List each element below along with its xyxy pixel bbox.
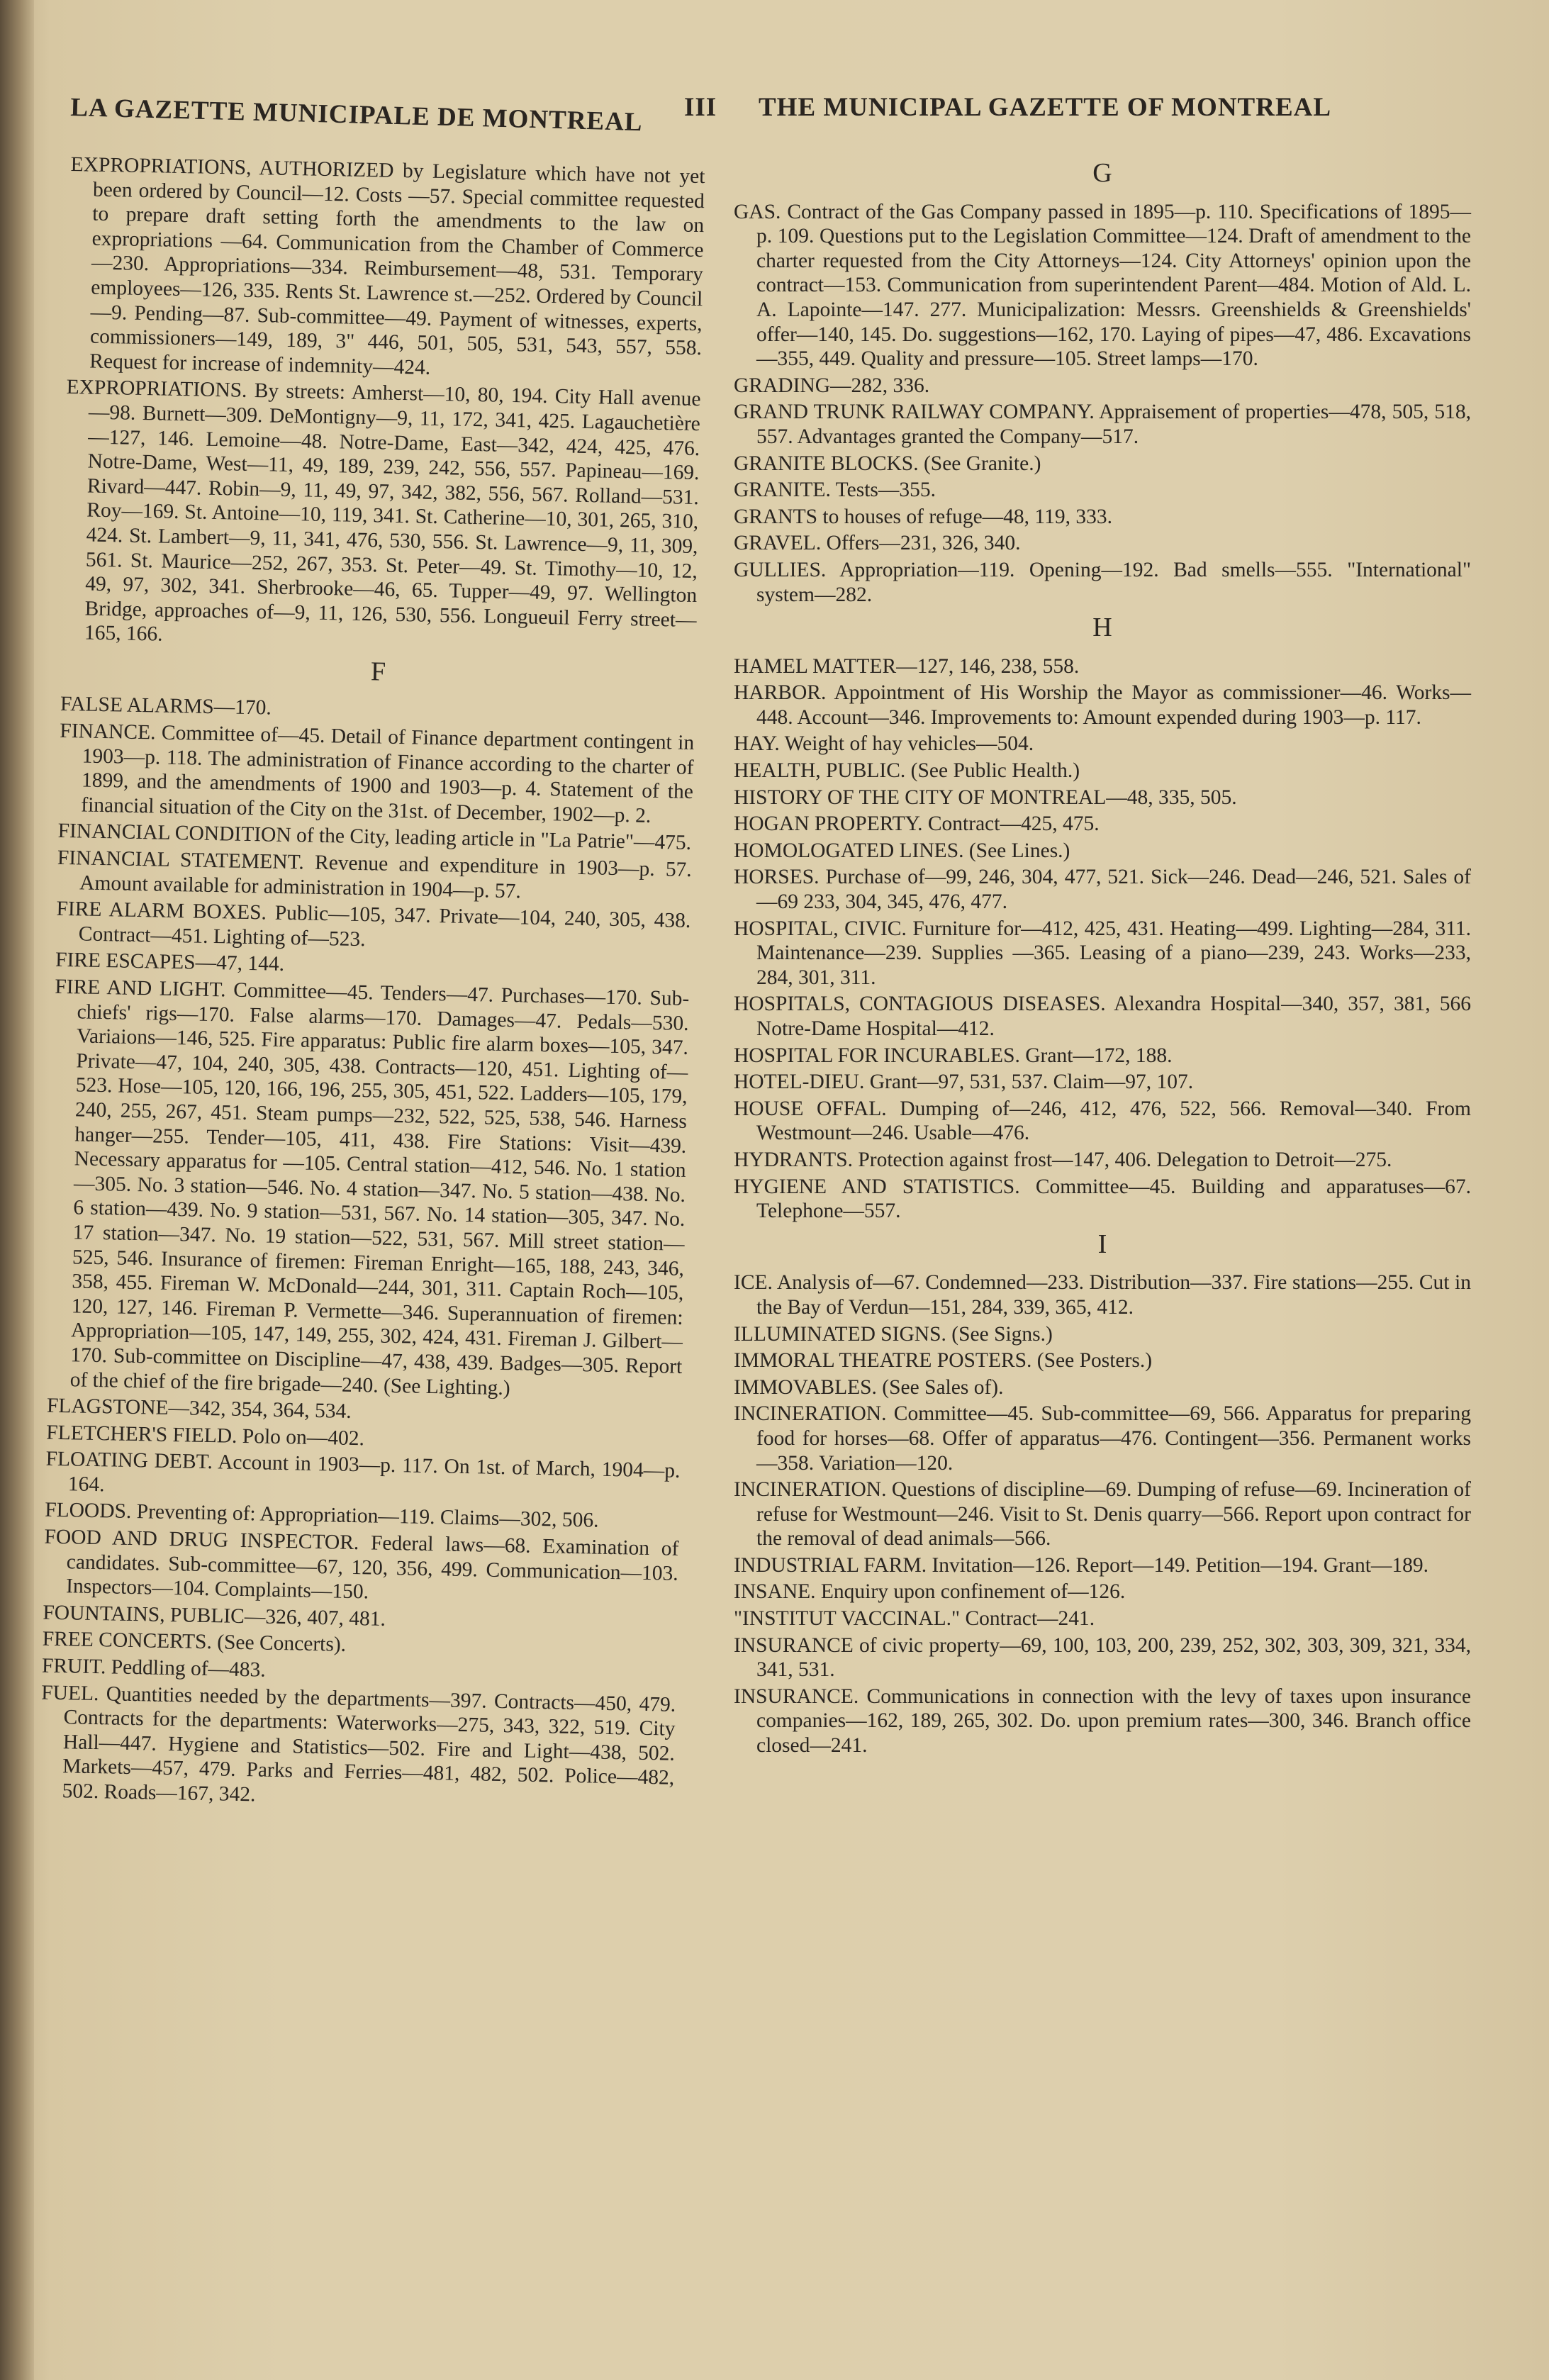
index-entry: HISTORY OF THE CITY OF MONTREAL—48, 335, 505. — [734, 786, 1237, 809]
section-letter-f: F — [370, 657, 386, 687]
index-entry: GRANITE. Tests—355. — [734, 479, 936, 502]
index-entry: IMMOVABLES. (See Sales of). — [734, 1375, 1004, 1399]
index-entry: FLAGSTONE—342, 354, 364, 534. — [46, 1394, 352, 1424]
index-entry: INSANE. Enquiry upon confinement of—126. — [734, 1580, 1126, 1604]
index-entry: HAY. Weight of hay vehicles—504. — [734, 732, 1034, 756]
left-column — [39, 152, 705, 1817]
index-entry: FIRE ESCAPES—47, 144. — [55, 949, 285, 976]
index-entry: EXPROPRIATIONS, AUTHORIZED by Legislature which have not yet been ordered by Council—12. Costs —57. Special committee requested to prepare draft setting forth the amendments to the law on expropriations —64. Communication from the Chamber of Commerce —230. Appropriations—334. Reimbursement—48, 531. Temporary employees—126, 335. Rents St. Lawrence st.—252. Ordered by Council—9. Pending—87. Sub-committee—49. Payment of witnesses, experts, commissioners—149, 189, 3" 446, 501, 505, 531, 543, 557, 558. Request for increase of indemnity—424. — [70, 152, 705, 379]
index-entry: FIRE AND LIGHT. Committee—45. Tenders—47. Purchases—170. Sub-chiefs' rigs—170. False alarms—170. Damages—47. Pedals—530. Variaions—146, 525. Fire apparatus: Public fire alarm boxes—105, 347. Private—47, 104, 240, 305, 438. Contracts—120, 451. Lighting of—523. Hose—105, 120, 166, 196, 255, 305, 451, 522. Ladders—105, 179, 240, 255, 267, 451. Steam pumps—232, 522, 525, 538, 546. Harness hanger—255. Tender—105, 411, 438. Fire Stations: Visit—439. Necessary apparatus for —105. Central station—412, 546. No. 1 station—305. No. 3 station—546. No. 4 station—347. No. 5 station—438. No. 6 station—439. No. 9 station—531, 567. No. 14 station—305, 347. No. 17 station—347. No. 19 station—522, 531, 567. Mill street station—525, 546. Insurance of firemen: Fireman Enright—165, 188, 243, 346, 358, 455. Fireman W. McDonald—244, 301, 311. Captain Roch—105, 120, 127, 146. Fireman P. Vermette—346. Superannuation of firemen: Appropriation—105, 147, 149, 255, 302, 424, 431. Fireman J. Gilbert—170. Sub-committee on Discipline—47, 438, 439. Badges—305. Report of the chief of the fire brigade—240. (See Lighting.) — [55, 975, 690, 1399]
index-entry: INCINERATION. Questions of discipline—69. Dumping of refuse—69. Incineration of refuse for Westmount—246. Visit to St. Denis quarry—566. Report upon contract for the removal of dead animals—566. — [734, 1478, 1471, 1551]
index-entry: INCINERATION. Committee—45. Sub-committee—69, 566. Apparatus for preparing food for horses—68. Offer of apparatus—476. Contingent—356. Permanent works—358. Variation—120. — [734, 1402, 1471, 1475]
index-entry: HOUSE OFFAL. Dumping of—246, 412, 476, 522, 566. Removal—340. From Westmount—246. Usable—476. — [734, 1097, 1471, 1145]
header-french-title: LA GAZETTE MUNICIPALE DE MONTREAL — [69, 92, 644, 138]
page-number: III — [684, 93, 717, 122]
index-entry: FLETCHER'S FIELD. Polo on—402. — [46, 1421, 365, 1450]
index-entry: GRAVEL. Offers—231, 326, 340. — [734, 532, 1021, 555]
index-entry: GRANITE BLOCKS. (See Granite.) — [734, 452, 1041, 475]
index-entry: HOSPITALS, CONTAGIOUS DISEASES. Alexandra Hospital—340, 357, 381, 566 Notre-Dame Hospital—412. — [734, 993, 1471, 1040]
section-letter-i: I — [1097, 1229, 1107, 1259]
index-entry: INSURANCE of civic property—69, 100, 103, 200, 239, 252, 302, 303, 309, 321, 334, 341, 531. — [734, 1633, 1471, 1682]
index-entry: INSURANCE. Communications in connection with the levy of taxes upon insurance companies—162, 189, 265, 302. Do. upon premium rates—300, 346. Branch office closed—241. — [734, 1685, 1471, 1758]
index-entry: FLOODS. Preventing of: Appropriation—119. Claims—302, 506. — [44, 1499, 599, 1533]
index-entry: HARBOR. Appointment of His Worship the Mayor as commissioner—46. Works—448. Account—346. Improvements to: Amount expended during 1903—p. 117. — [734, 681, 1471, 729]
header-english-title: THE MUNICIPAL GAZETTE OF MONTREAL — [759, 93, 1332, 122]
index-entry: IMMORAL THEATRE POSTERS. (See Posters.) — [734, 1349, 1153, 1373]
index-entry: HEALTH, PUBLIC. (See Public Health.) — [734, 759, 1080, 783]
index-entry: GRAND TRUNK RAILWAY COMPANY. Appraisement of properties—478, 505, 518, 557. Advantages granted the Company—517. — [734, 401, 1471, 448]
index-entry: ICE. Analysis of—67. Condemned—233. Distribution—337. Fire stations—255. Cut in the Bay of Verdun—151, 284, 339, 365, 412. — [734, 1271, 1471, 1319]
index-entry: GAS. Contract of the Gas Company passed in 1895—p. 110. Specifications of 1895—p. 109. Questions put to the Legislation Committee—124. Draft of amendment to the charter requested from the City Attorneys—124. City Attorneys' opinion upon the contract—153. Communication from superintendent Parent—484. Motion of Ald. L. A. Lapointe—147. 277. Municipalization: Messrs. Greenshields & Greenshields' offer—140, 145. Do. suggestions—162, 170. Laying of pipes—47, 486. Excavations —355, 449. Quality and pressure—105. Street lamps—170. — [734, 200, 1471, 371]
index-entry: GRADING—282, 336. — [734, 374, 930, 397]
index-entry: HOMOLOGATED LINES. (See Lines.) — [734, 839, 1070, 862]
index-entry: GULLIES. Appropriation—119. Opening—192. Bad smells—555. "International" system—282. — [734, 558, 1471, 606]
index-entry: FINANCE. Committee of—45. Detail of Finance department contingent in 1903—p. 118. The administration of Finance according to the charter of 1899, and the amendments of 1900 and 1903—p. 4. Statement of the financial situation of the City on the 31st. of December, 1902—p. 2. — [60, 719, 695, 827]
index-entry: "INSTITUT VACCINAL." Contract—241. — [734, 1607, 1095, 1631]
index-entry: FOOD AND DRUG INSPECTOR. Federal laws—68. Examination of candidates. Sub-committee—67, 120, 356, 499. Communication—103. Inspectors—104. Complaints—150. — [44, 1525, 679, 1604]
index-entry: INDUSTRIAL FARM. Invitation—126. Report—149. Petition—194. Grant—189. — [734, 1553, 1429, 1577]
index-entry: ILLUMINATED SIGNS. (See Signs.) — [734, 1322, 1053, 1346]
section-letter-h: H — [1092, 613, 1112, 643]
index-entry: EXPROPRIATIONS. By streets: Amherst—10, 80, 194. City Hall avenue—98. Burnett—309. DeMontigny—9, 11, 172, 341, 425. Lagauchetière—127, 146. Lemoine—48. Notre-Dame, East—342, 424, 425, 476. Notre-Dame, West—11, 49, 189, 239, 242, 556, 557. Papineau—169. Rivard—447. Robin—9, 11, 49, 97, 342, 382, 556, 567. Rolland—531. Roy—169. St. Antoine—10, 119, 341. St. Catherine—10, 301, 265, 310, 424. St. Lambert—9, 11, 341, 476, 530, 556. St. Lawrence—9, 11, 309, 561. St. Maurice—252, 267, 353. St. Peter—49. St. Timothy—10, 12, 49, 97, 302, 341. Sherbrooke—46, 65. Tupper—49, 97. Wellington Bridge, approaches of—9, 11, 126, 530, 556. Longueuil Ferry street—165, 166. — [66, 376, 701, 646]
index-entry: FUEL. Quantities needed by the departments—397. Contracts—450, 479. Contracts for the departments: Waterworks—275, 343, 322, 519. City Hall—447. Hygiene and Statistics—502. Fire and Light—438, 502. Markets—457, 479. Parks and Ferries—481, 482, 502. Police—482, 502. Roads—167, 342. — [40, 1681, 676, 1806]
section-letter-g: G — [1092, 158, 1112, 188]
index-entry: FREE CONCERTS. (See Concerts). — [42, 1628, 347, 1657]
index-entry: FINANCIAL CONDITION of the City, leading article in "La Patrie"—475. — [57, 820, 692, 855]
index-entry: FALSE ALARMS—170. — [60, 693, 272, 720]
index-entry: FLOATING DEBT. Account in 1903—p. 117. On 1st. of March, 1904—p. 164. — [45, 1447, 681, 1497]
index-entry: HOTEL-DIEU. Grant—97, 531, 537. Claim—97, 107. — [734, 1071, 1194, 1094]
index-entry: FINANCIAL STATEMENT. Revenue and expenditure in 1903—p. 57. Amount available for administration in 1904—p. 57. — [57, 846, 693, 903]
binding-edge — [0, 0, 34, 2380]
index-entry: FRUIT. Peddling of—483. — [41, 1654, 267, 1682]
right-column — [734, 152, 1471, 1760]
index-entry: HAMEL MATTER—127, 146, 238, 558. — [734, 654, 1080, 678]
index-entry: GRANTS to houses of refuge—48, 119, 333. — [734, 505, 1112, 528]
index-entry: HYDRANTS. Protection against frost—147, 406. Delegation to Detroit—275. — [734, 1148, 1392, 1171]
index-entry: FIRE ALARM BOXES. Public—105, 347. Private—104, 240, 305, 438. Contract—451. Lighting of—523. — [56, 898, 691, 951]
index-entry: HYGIENE AND STATISTICS. Committee—45. Building and apparatuses—67. Telephone—557. — [734, 1175, 1471, 1223]
index-entry: FOUNTAINS, PUBLIC—326, 407, 481. — [43, 1601, 386, 1631]
index-entry: HOSPITAL FOR INCURABLES. Grant—172, 188. — [734, 1044, 1173, 1067]
index-entry: HOSPITAL, CIVIC. Furniture for—412, 425, 431. Heating—499. Lighting—284, 311. Maintenance—239. Supplies —365. Leasing of a piano—239, 243. Works—233, 284, 301, 311. — [734, 917, 1471, 989]
index-entry: HORSES. Purchase of—99, 246, 304, 477, 521. Sick—246. Dead—246, 521. Sales of—69 233, 304, 345, 476, 477. — [734, 866, 1471, 914]
index-entry: HOGAN PROPERTY. Contract—425, 475. — [734, 812, 1100, 836]
